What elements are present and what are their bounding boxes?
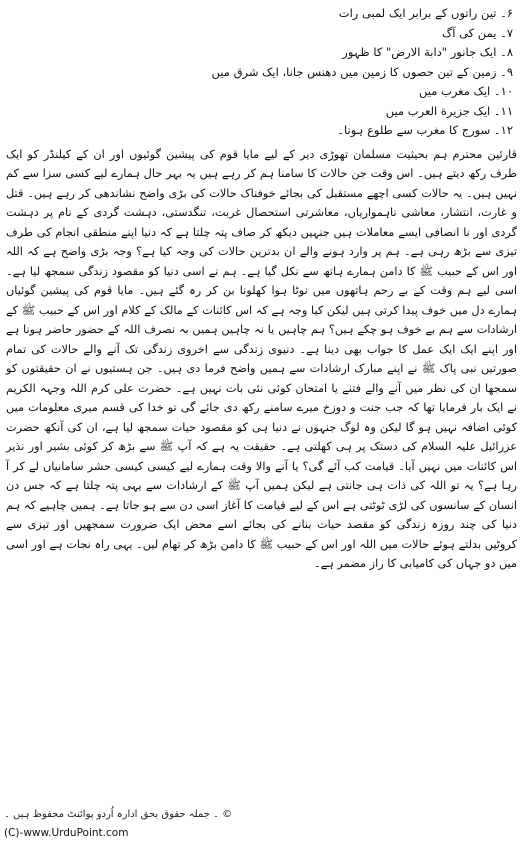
article	[6, 4, 517, 585]
list-item: ۱۰۔ ایک مغرب میں	[418, 84, 513, 98]
list	[6, 4, 517, 141]
list-item: ۶۔ تین راتوں کے برابر ایک لمبی رات	[338, 6, 513, 20]
list-item: ۱۱۔ ایک جزیرة العرب میں	[385, 103, 513, 118]
footer	[4, 808, 519, 841]
list-item: ۱۲۔ سورج کا مغرب سے طلوع ہونا۔	[337, 123, 513, 137]
article-paragraph: قارئین محترم ہم بحیثیت مسلمان تھوڑی دیر کے لیے مایا قوم کی پیشین گوئیوں اور ان کے کیلنڈر کو ایک طرف رکھ دیتے ہیں۔ اس وقت جن حالات کا سامنا ہم کر رہے ہیں یہ بہر حال ہمارے لیے کسی سزا سے کم نہیں ہیں۔ یہ حالات کسی اچھے مستقبل کی بجائے خوفناک حالات کی بڑی واضح نشاندھی کر رہے ہیں۔ قتل و غارت، انتشار، معاشی ناہمواریاں، معاشرتی استحصال غربت، تنگدستی، دہشت گردی کے نام پر دہشت گردی اور نا انصافی ایسے معاملات ہیں جنہیں دیکھ کر صاف پتہ چلتا ہے کہ دنیا اپنے منطقی انجام کی طرف تیزی سے بڑھ رہی ہے۔ ہم پر وارد ہونے والے ان بدترین حالات کی وجہ کیا ہے؟ وجہ بڑی واضح ہے کہ اللہ اور اس کے حبیب ﷺ کا دامن ہمارے ہاتھ سے نکل گیا ہے۔ ہم نے اسی دنیا کو مقصود زندگی سمجھ لیا ہے۔ اسی لیے ہم وقت کے بے رحم ہاتھوں میں نوٹا ہوا کھلونا بن کر رہ گئے ہیں۔ مایا قوم کی پیشین گوئیاں ہمارے دل میں خوف پیدا کرتی ہیں لیکن کیا وجہ ہے کہ اس کائنات کے مالک کے کلام اور اس کے حبیب ﷺ کے ارشادات سے ہم بے خوف ہو چکے ہیں؟ ہم چاہیں یا نہ چاہیں ہمیں بہ نصرف اللہ کے حضور حاضر ہونا ہے اور اپنے ایک ایک عمل کا جواب بھی دینا ہے۔ دنیوی زندگی سے اخروی زندگی تک آنے والے حالات کی تمام صورتیں نبی پاک ﷺ نے اپنے مبارک ارشادات سے ہمیں واضح فرما دی ہیں۔ جن ہستیوں نے ان حقیقتوں کو سمجھا ان کی نظر میں آنے والے فتنے یا امتحان کوئی نئی بات نہیں ہے۔ حضرت علی کرم اللہ وجہہ الکریم نے ایک بار فرمایا تھا کہ جب جنت و دوزخ میرے سامنے رکھ دی جائے گی تو خدا کی قسم میری معلومات میں کوئی اضافہ نہیں ہو گا لیکن وہ لوگ جنہوں نے دنیا ہی کو مقصود حیات سمجھ لیا ہے، ان کی آنکھ حضرت عزرائیل علیہ السلام کی دستک پر ہی کھلتی ہے۔ حقیقت یہ ہے کہ آپ ﷺ سے بڑھ کر کوئی بشیر اور نذیر اس کائنات میں نہیں آیا۔ قیامت کب آئے گی؟ یا آنے والا وقت ہمارے لیے کیسی کیسی حشر سامانیاں لے کر آ رہا ہے؟ یہ تو اللہ کی ذات ہی جانتی ہے لیکن ہمیں آپ ﷺ کے ارشادات سے یہی پتہ چلتا ہے کہ جس دن انسان کے سانسوں کی لڑی ٹوٹتی ہے اس کے لیے قیامت کا آغاز اسی دن سے ہو جاتا ہے۔ ہمیں چاہیے کہ ہم دنیا کی چند روزہ زندگی کو مقصد حیات بنانے کی بجائے اسے محض ایک ضرورت سمجھیں اور تیزی سے کروٹیں بدلتے ہوئے حالات میں اللہ اور اس کے حبیب ﷺ کا دامن بڑھ کر تھام لیں۔ یہی راہ نجات ہے اور اسی میں دو جہاں کی کامیابی کا راز مضمر ہے۔	[6, 147, 517, 570]
list-item: ۸۔ ایک جانور "دابة الارض" کا ظہور	[342, 45, 513, 59]
site-credit[interactable]: (C)-www.UrduPoint.com	[4, 827, 129, 839]
list-item: ۷۔ یمن کی آگ	[441, 25, 513, 40]
copyright-notice: © ۔ جملہ حقوق بحق ادارہ اُردو پوائنٹ محفوظ ہیں ۔	[4, 809, 233, 820]
list-item: ۹۔ زمین کے تین حصوں کا زمین میں دھنس جانا، ایک شرق میں	[211, 64, 513, 79]
